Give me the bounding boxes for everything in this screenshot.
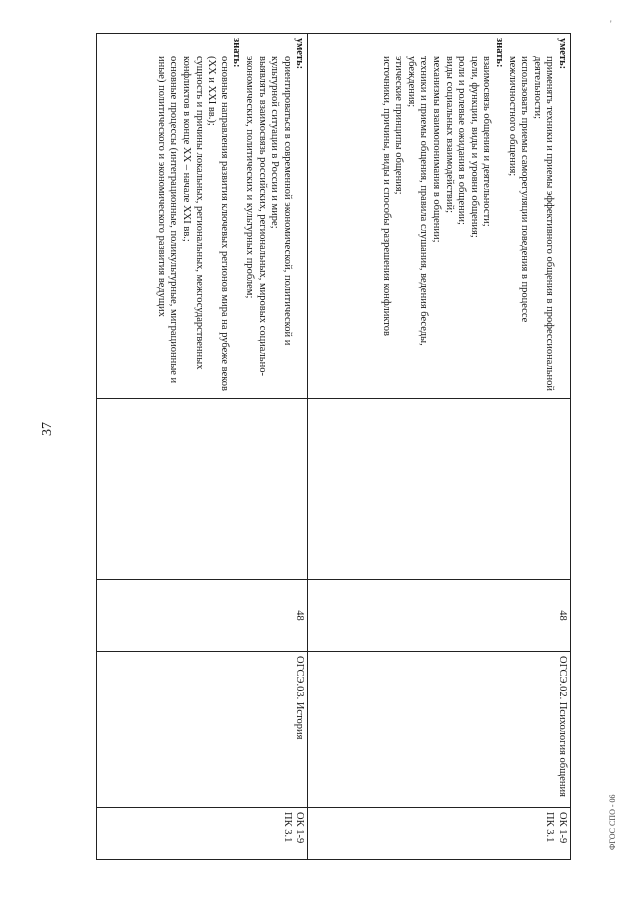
competencies-cell: ОК 1-9 ПК 3.1 [97,808,308,860]
skills-heading: уметь: [557,38,568,70]
knowledge-heading: знать: [231,38,243,68]
knowledge-item: сущность и причины локальных, региональных, межгосударственных конфликтов в конце XX – начале XXI вв.; [181,56,205,370]
rotated-table-wrapper [96,33,571,844]
knowledge-item: взаимосвязь общения и деятельности; [481,56,493,227]
hours-cell: 48 [97,580,308,652]
knowledge-item: этические принципы общения; [393,56,405,195]
discipline-cell: ОГСЭ.02. Психология общения [308,652,571,808]
skill-item: применять техники и приемы эффективного общения в профессиональной деятельности; [531,56,556,392]
knowledge-item: цели, функции, виды и уровни общения; [468,56,480,238]
knowledge-heading: знать: [494,38,506,68]
knowledge-item: основные процессы (интеграционные, поликультурные, миграционные и иные) политического и экономического развития ведущих [155,56,180,384]
knowledge-item: основные направления развития ключевых регионов мира на рубеже веков (XX и XXI вв.); [206,56,230,392]
requirements-cell [97,34,308,399]
table-row [308,34,571,860]
page-number: 37 [40,422,55,436]
knowledge-item: источники, причины, виды и способы разрешения конфликтов [380,56,392,336]
knowledge-item: механизмы взаимопонимания в общении; [431,56,443,243]
skill-item: ориентироваться в современной экономической, политической и культурной ситуации в России и мире; [269,56,293,346]
discipline-cell: ОГСЭ.03. История [97,652,308,808]
scan-mark: ' [610,19,612,29]
table-row [97,34,308,860]
hours-cell: 48 [308,580,571,652]
empty-cell [308,399,571,580]
knowledge-item: роли и ролевые ожидания в общении; [456,56,468,225]
knowledge-item: техники и приемы общения, правила слушания, ведения беседы, убеждения; [405,56,430,346]
discipline-table [96,33,571,860]
skill-item: использовать приемы саморегуляции поведения в процессе межличностного общения; [506,56,531,323]
footer-code: ФГОС СПО - 06 [608,794,617,850]
skills-heading: уметь: [294,38,306,70]
competencies-cell: ОК 1-9 ПК 3.1 [308,808,571,860]
knowledge-item: виды социальных взаимодействий; [443,56,455,214]
skill-item: выявлять взаимосвязь российских, региональных, мировых социально-экономических, политических и культурных проблем; [244,56,268,376]
empty-cell [97,399,308,580]
requirements-cell [308,34,571,399]
